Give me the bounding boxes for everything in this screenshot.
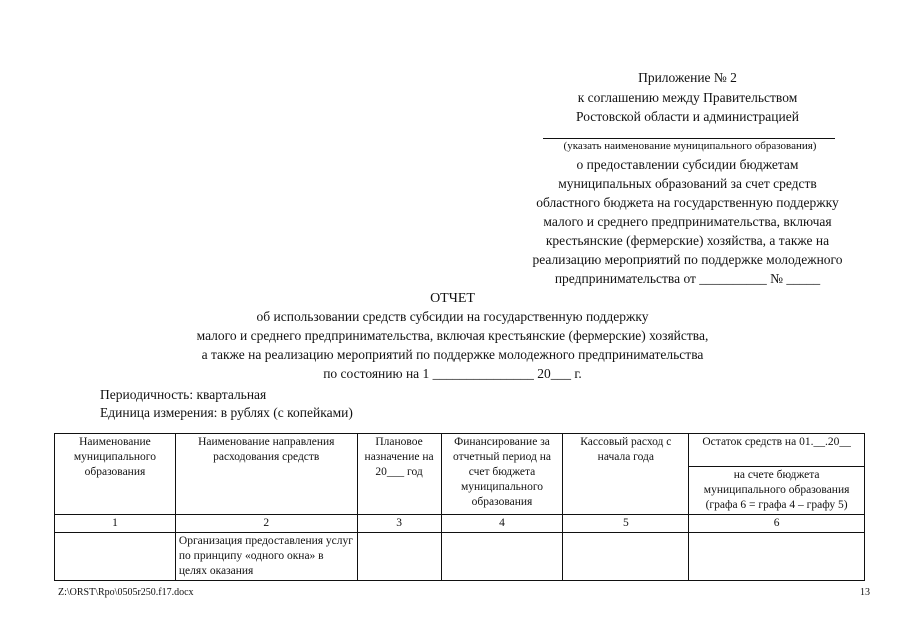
agreement-line: предпринимательства от __________ № _____ xyxy=(554,271,821,286)
subtitle-line: по состоянию на 1 _______________ 20___ г. xyxy=(323,366,582,381)
table-cell xyxy=(441,533,563,581)
agreement-line: реализацию мероприятий по поддержке молодежного xyxy=(532,252,843,267)
column-number: 6 xyxy=(689,515,865,533)
header-balance-bottom: на счете бюджета муниципального образования (графа 6 = графа 4 – графу 5) xyxy=(689,467,865,515)
report-subtitle xyxy=(120,307,785,383)
table-cell xyxy=(563,533,689,581)
agreement-line: муниципальных образований за счет средств xyxy=(558,176,817,191)
subtitle-line: малого и среднего предпринимательства, включая крестьянские (фермерские) хозяйства, xyxy=(196,328,709,343)
appendix-line: Ростовской области и администрацией xyxy=(576,109,799,124)
subtitle-line: а также на реализацию мероприятий по поддержке молодежного предпринимательства xyxy=(201,347,704,362)
table-cell xyxy=(357,533,441,581)
periodicity: Периодичность: квартальная xyxy=(100,387,267,402)
table-cell xyxy=(689,533,865,581)
agreement-line: о предоставлении субсидии бюджетам xyxy=(576,157,799,172)
appendix-number: Приложение № 2 xyxy=(638,70,737,85)
header-cash-expense: Кассовый расход с начала года xyxy=(563,434,689,515)
table-cell xyxy=(55,533,176,581)
header-direction: Наименование направления расходования средств xyxy=(175,434,357,515)
file-path: Z:\ORST\Rpo\0505r250.f17.docx xyxy=(58,587,194,598)
header-planned: Плановое назначение на 20___ год xyxy=(357,434,441,515)
page-number: 13 xyxy=(860,587,870,598)
table-row xyxy=(55,533,865,581)
report-title: ОТЧЕТ xyxy=(430,291,475,306)
header-municipality: Наименование муниципального образования xyxy=(55,434,176,515)
agreement-line: малого и среднего предпринимательства, включая xyxy=(543,214,832,229)
header-financing: Финансирование за отчетный период на счет бюджета муниципального образования xyxy=(441,434,563,515)
column-number: 4 xyxy=(441,515,563,533)
agreement-line: крестьянские (фермерские) хозяйства, а также на xyxy=(545,233,830,248)
report-meta xyxy=(100,386,353,422)
report-table xyxy=(54,433,865,581)
agreement-line: областного бюджета на государственную поддержку xyxy=(536,195,839,210)
signature-caption: (указать наименование муниципального образования) xyxy=(563,140,817,152)
column-number: 1 xyxy=(55,515,176,533)
column-number: 5 xyxy=(563,515,689,533)
column-number: 3 xyxy=(357,515,441,533)
table-cell: Организация предоставления услуг по принципу «одного окна» в целях оказания xyxy=(175,533,357,581)
agreement-description xyxy=(515,155,860,288)
header-balance-top: Остаток средств на 01.__.20__ xyxy=(689,434,865,467)
unit-of-measure: Единица измерения: в рублях (с копейками) xyxy=(100,405,353,420)
subtitle-line: об использовании средств субсидии на государственную поддержку xyxy=(256,309,649,324)
appendix-line: к соглашению между Правительством xyxy=(577,89,798,105)
table-number-row xyxy=(55,515,865,533)
column-number: 2 xyxy=(175,515,357,533)
appendix-header xyxy=(515,68,860,127)
table-header-row xyxy=(55,434,865,467)
